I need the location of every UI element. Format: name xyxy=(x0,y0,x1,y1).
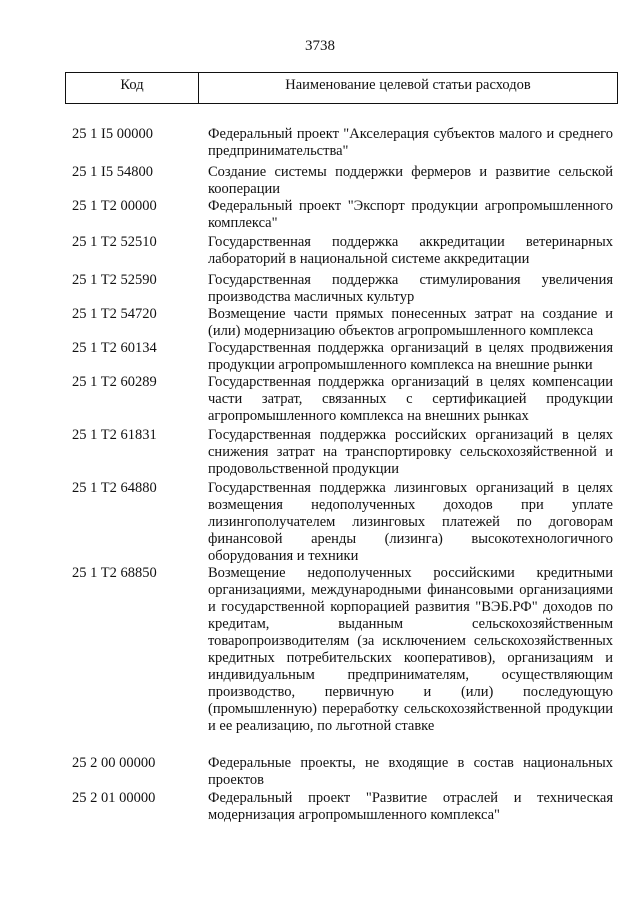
row-code: 25 1 I5 54800 xyxy=(72,164,153,180)
row-code: 25 2 01 00000 xyxy=(72,790,156,806)
row-name: Государственная поддержка российских организаций в целях снижения затрат на транспортировку сельскохозяйственной и продовольственной продукции xyxy=(208,427,613,477)
row-name: Федеральный проект "Экспорт продукции агропромышленного комплекса" xyxy=(208,198,613,231)
row-code: 25 1 T2 54720 xyxy=(72,306,157,322)
row-name: Создание системы поддержки фермеров и развитие сельской кооперации xyxy=(208,164,613,197)
row-code: 25 1 T2 60289 xyxy=(72,374,157,390)
header-code: Код xyxy=(66,73,199,103)
row-code: 25 2 00 00000 xyxy=(72,755,156,771)
row-name: Федеральные проекты, не входящие в состав национальных проектов xyxy=(208,755,613,788)
header-name: Наименование целевой статьи расходов xyxy=(285,77,531,93)
page-number: 3738 xyxy=(305,38,335,54)
row-code: 25 1 T2 61831 xyxy=(72,427,157,443)
row-code: 25 1 T2 64880 xyxy=(72,480,157,496)
row-code: 25 1 T2 52510 xyxy=(72,234,157,250)
row-name: Федеральный проект "Развитие отраслей и техническая модернизация агропромышленного комплекса" xyxy=(208,790,613,823)
row-code: 25 1 T2 60134 xyxy=(72,340,157,356)
row-name: Государственная поддержка организаций в целях продвижения продукции агропромышленного комплекса на внешние рынки xyxy=(208,340,613,373)
row-name: Государственная поддержка аккредитации ветеринарных лабораторий в национальной системе аккредитации xyxy=(208,234,613,267)
row-code: 25 1 T2 68850 xyxy=(72,565,157,581)
row-code: 25 1 I5 00000 xyxy=(72,126,153,142)
row-name: Федеральный проект "Акселерация субъектов малого и среднего предпринимательства" xyxy=(208,126,613,159)
table-header xyxy=(65,72,618,104)
row-name: Возмещение недополученных российскими кредитными организациями, международными финансовыми организациями и государственной корпорацией развития "ВЭБ.РФ" доходов по кредитам, выданным сельскохозяйственным товаропроизводителям (за исключением сельскохозяйственных кредитных потребительских кооперативов), организациям и индивидуальным предпринимателям, осуществляющим производство, первичную и (или) последующую (промышленную) переработку сельскохозяйственной продукции и ее реализацию, по льготной ставке xyxy=(208,565,613,734)
row-name: Возмещение части прямых понесенных затрат на создание и (или) модернизацию объектов агропромышленного комплекса xyxy=(208,306,613,339)
row-code: 25 1 T2 52590 xyxy=(72,272,157,288)
row-code: 25 1 T2 00000 xyxy=(72,198,157,214)
row-name: Государственная поддержка лизинговых организаций в целях возмещения недополученных доходов при уплате лизингополучателем лизинговых платежей по договорам финансовой аренды (лизинга) высокотехнологичного оборудования и техники xyxy=(208,480,613,564)
row-name: Государственная поддержка стимулирования увеличения производства масличных культур xyxy=(208,272,613,305)
row-name: Государственная поддержка организаций в целях компенсации части затрат, связанных с сертификацией продукции агропромышленного комплекса на внешних рынках xyxy=(208,374,613,424)
